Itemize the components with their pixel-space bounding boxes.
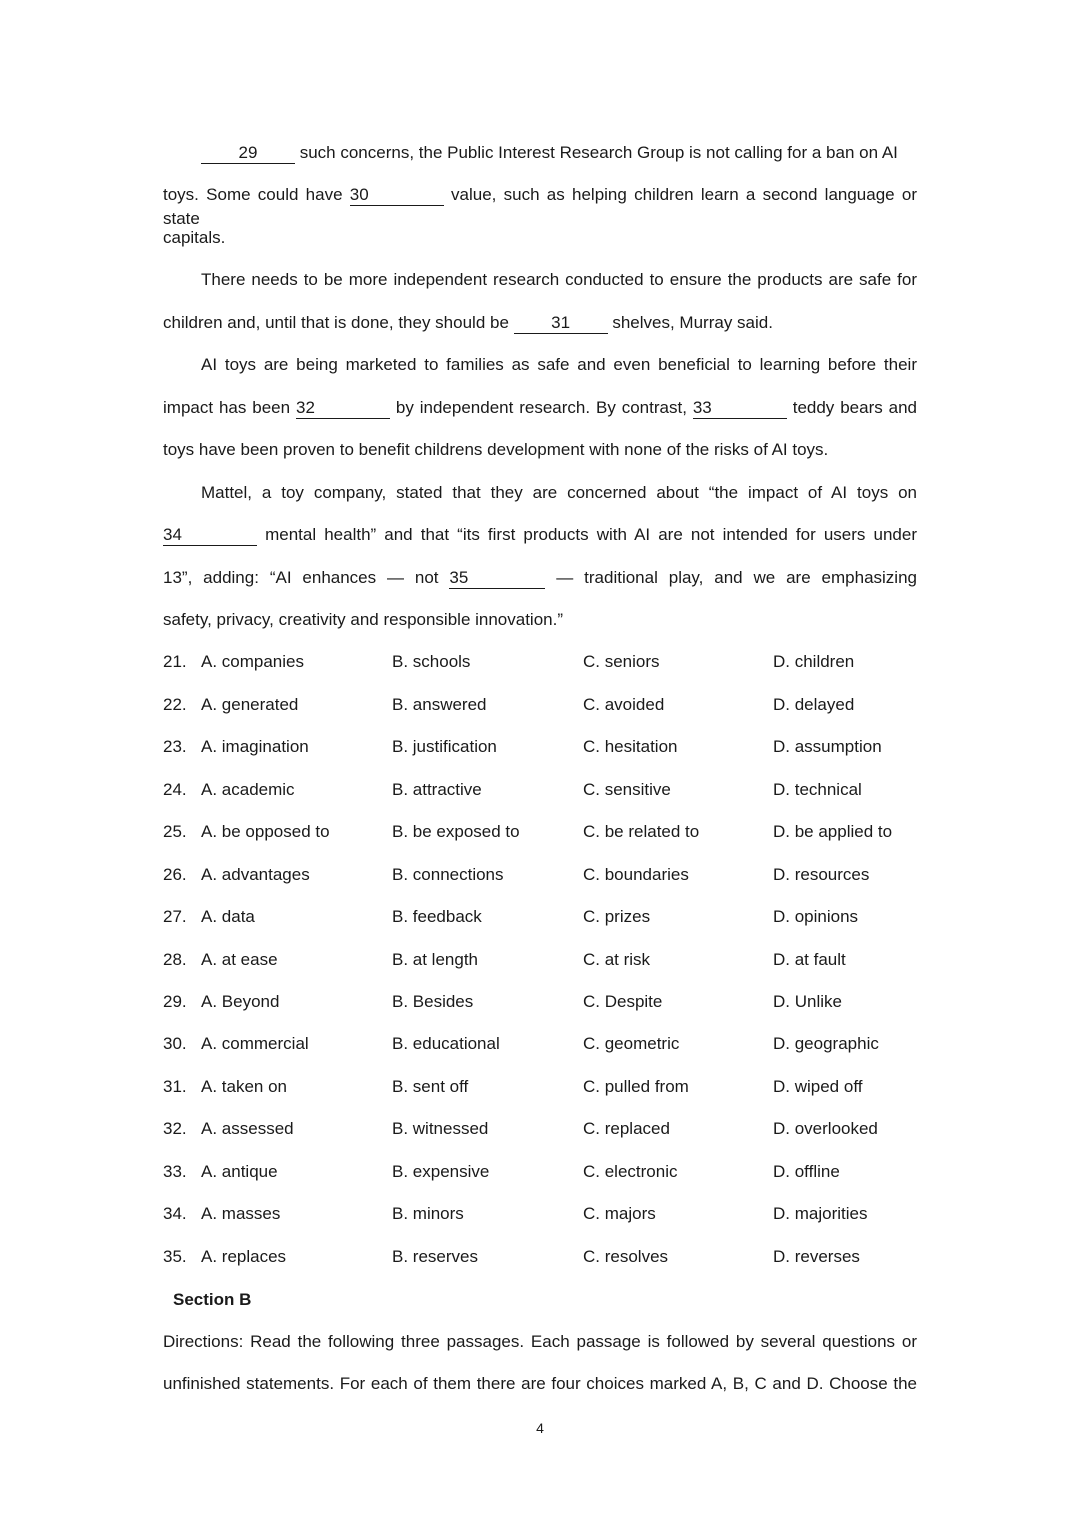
option-a: A. advantages: [201, 865, 310, 884]
option-c: C. sensitive: [583, 780, 671, 799]
passage-line: There needs to be more independent research conducted to ensure the products are safe for: [201, 270, 917, 289]
passage-line: toys have been proven to benefit childrens development with none of the risks of AI toys.: [163, 440, 829, 459]
option-d: D. at fault: [773, 950, 846, 969]
option-a: A. antique: [201, 1162, 278, 1181]
option-b: B. minors: [392, 1204, 464, 1223]
option-a: A. generated: [201, 695, 299, 714]
question-number: 27.: [163, 907, 187, 926]
option-d: D. geographic: [773, 1034, 879, 1053]
question-options-21: [163, 650, 923, 674]
option-a: A. commercial: [201, 1034, 309, 1053]
option-c: C. Despite: [583, 992, 663, 1011]
passage-line: safety, privacy, creativity and responsible innovation.”: [163, 610, 564, 629]
option-a: A. Beyond: [201, 992, 280, 1011]
blank-35: 35: [449, 568, 545, 589]
option-c: C. resolves: [583, 1247, 669, 1266]
blank-31: 31: [514, 313, 608, 334]
question-number: 35.: [163, 1247, 187, 1266]
option-b: B. expensive: [392, 1162, 490, 1181]
option-a: A. data: [201, 907, 255, 926]
question-number: 29.: [163, 992, 187, 1011]
question-number: 30.: [163, 1034, 187, 1053]
option-b: B. connections: [392, 865, 504, 884]
blank-29: 29: [201, 143, 295, 164]
option-d: D. Unlike: [773, 992, 842, 1011]
option-b: B. justification: [392, 737, 497, 756]
option-d: D. reverses: [773, 1247, 860, 1266]
option-d: D. overlooked: [773, 1119, 878, 1138]
option-d: D. opinions: [773, 907, 859, 926]
option-b: B. be exposed to: [392, 822, 520, 841]
option-a: A. masses: [201, 1204, 281, 1223]
question-number: 31.: [163, 1077, 187, 1096]
option-b: B. Besides: [392, 992, 474, 1011]
option-b: B. educational: [392, 1034, 500, 1053]
option-d: D. delayed: [773, 695, 855, 714]
page-number: 4: [536, 1420, 544, 1436]
question-options-27: [163, 905, 923, 929]
question-options-28: [163, 948, 923, 972]
option-a: A. imagination: [201, 737, 309, 756]
option-a: A. academic: [201, 780, 295, 799]
blank-30: 30: [350, 185, 444, 206]
option-c: C. be related to: [583, 822, 700, 841]
question-options-25: [163, 820, 923, 844]
question-options-33: [163, 1160, 923, 1184]
passage-line: AI toys are being marketed to families as safe and even beneficial to learning before their: [201, 355, 917, 374]
option-c: C. pulled from: [583, 1077, 689, 1096]
question-options-23: [163, 735, 923, 759]
option-a: A. be opposed to: [201, 822, 330, 841]
option-c: C. boundaries: [583, 865, 689, 884]
option-b: B. schools: [392, 652, 471, 671]
section-title: Section B: [173, 1290, 252, 1309]
option-c: C. at risk: [583, 950, 651, 969]
question-options-29: [163, 990, 923, 1014]
question-options-22: [163, 693, 923, 717]
question-number: 24.: [163, 780, 187, 799]
question-number: 22.: [163, 695, 187, 714]
question-number: 25.: [163, 822, 187, 841]
question-number: 23.: [163, 737, 187, 756]
option-a: A. taken on: [201, 1077, 288, 1096]
question-options-35: [163, 1245, 923, 1269]
directions-line: unfinished statements. For each of them there are four choices marked A, B, C and D. Choose the: [163, 1374, 917, 1393]
option-d: D. be applied to: [773, 822, 893, 841]
option-d: D. wiped off: [773, 1077, 863, 1096]
question-options-26: [163, 863, 923, 887]
option-d: D. assumption: [773, 737, 882, 756]
option-b: B. at length: [392, 950, 479, 969]
option-c: C. majors: [583, 1204, 656, 1223]
option-b: B. reserves: [392, 1247, 478, 1266]
directions-line: Directions: Read the following three passages. Each passage is followed by several questions or: [163, 1332, 917, 1351]
option-d: D. majorities: [773, 1204, 868, 1223]
question-options-32: [163, 1117, 923, 1141]
passage-line: children and, until that is done, they should be 31 shelves, Murray said.: [163, 313, 773, 332]
option-b: B. feedback: [392, 907, 482, 926]
option-c: C. replaced: [583, 1119, 670, 1138]
option-d: D. offline: [773, 1162, 840, 1181]
blank-34: 34: [163, 525, 257, 546]
passage-line: 34 mental health” and that “its first products with AI are not intended for users under: [163, 525, 917, 544]
passage-line: Mattel, a toy company, stated that they are concerned about “the impact of AI toys on: [201, 483, 917, 502]
question-options-34: [163, 1202, 923, 1226]
option-c: C. seniors: [583, 652, 660, 671]
option-d: D. children: [773, 652, 855, 671]
option-b: B. witnessed: [392, 1119, 489, 1138]
option-b: B. sent off: [392, 1077, 469, 1096]
passage-line: capitals.: [163, 228, 226, 247]
option-b: B. answered: [392, 695, 487, 714]
option-a: A. replaces: [201, 1247, 287, 1266]
question-number: 21.: [163, 652, 187, 671]
question-number: 28.: [163, 950, 187, 969]
option-c: C. avoided: [583, 695, 665, 714]
option-d: D. resources: [773, 865, 870, 884]
question-options-24: [163, 778, 923, 802]
passage-line: 13”, adding: “AI enhances — not 35 — traditional play, and we are emphasizing: [163, 568, 917, 587]
passage-line: 29 such concerns, the Public Interest Research Group is not calling for a ban on AI: [201, 141, 917, 165]
option-b: B. attractive: [392, 780, 482, 799]
question-number: 32.: [163, 1119, 187, 1138]
option-c: C. hesitation: [583, 737, 678, 756]
question-options-30: [163, 1032, 923, 1056]
option-d: D. technical: [773, 780, 862, 799]
option-c: C. electronic: [583, 1162, 678, 1181]
blank-33: 33: [693, 398, 787, 419]
passage-line: impact has been 32 by independent research. By contrast, 33 teddy bears and: [163, 398, 917, 417]
option-a: A. at ease: [201, 950, 278, 969]
passage-line: toys. Some could have 30 value, such as helping children learn a second language or state: [163, 185, 917, 228]
option-c: C. prizes: [583, 907, 651, 926]
option-a: A. companies: [201, 652, 304, 671]
option-c: C. geometric: [583, 1034, 680, 1053]
question-number: 34.: [163, 1204, 187, 1223]
question-options-31: [163, 1075, 923, 1099]
question-number: 26.: [163, 865, 187, 884]
blank-32: 32: [296, 398, 390, 419]
question-number: 33.: [163, 1162, 187, 1181]
option-a: A. assessed: [201, 1119, 294, 1138]
